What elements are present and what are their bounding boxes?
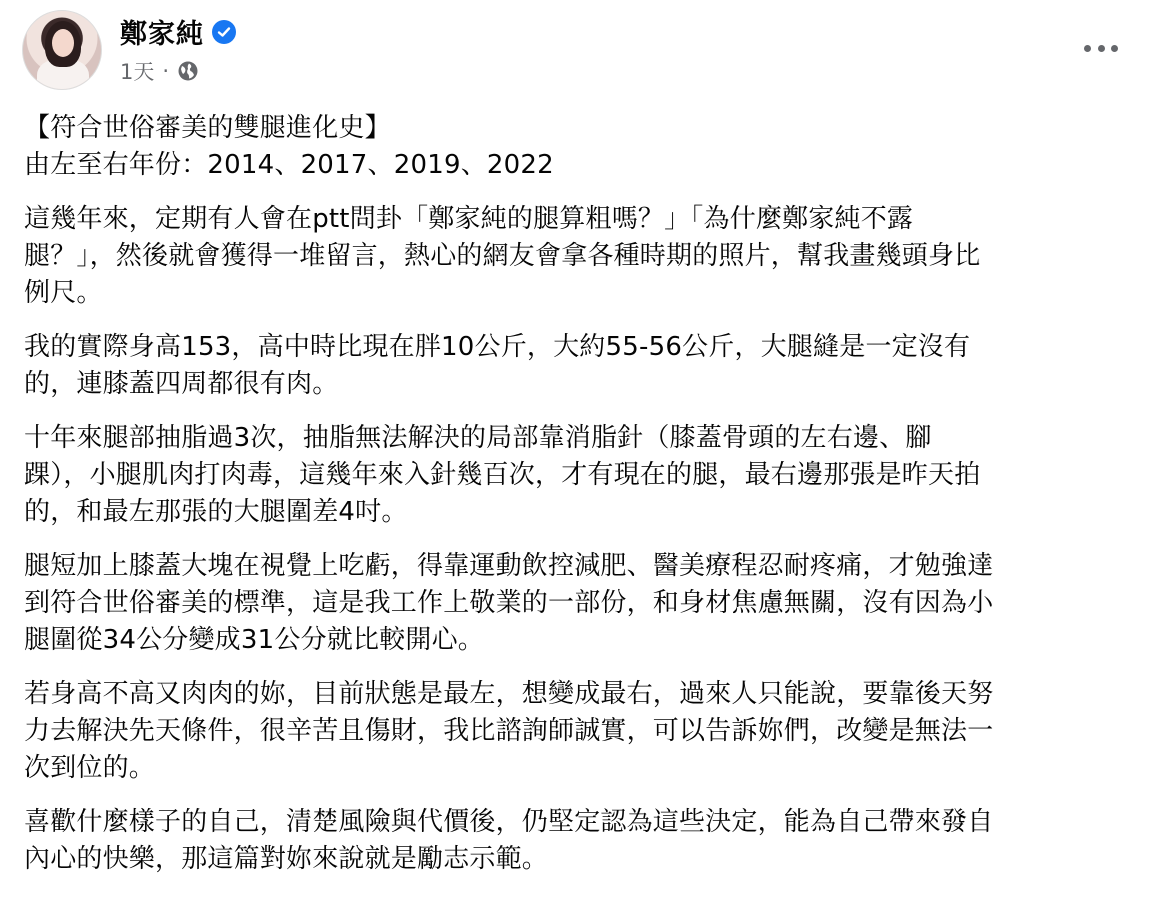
post-paragraph: 【符合世俗審美的雙腿進化史】 由左至右年份：2014、2017、2019、2022 <box>24 113 554 180</box>
post-timestamp[interactable]: 1天 <box>120 60 155 84</box>
more-dot <box>1111 45 1118 52</box>
post-paragraph: 十年來腿部抽脂過3次，抽脂無法解決的局部靠消脂針（膝蓋骨頭的左右邊、腳 踝），小腿肌肉打肉毒，這幾年來入針幾百次，才有現在的腿，最右邊那張是昨天拍 的，和最左那張的大腿圍差4吋。 <box>24 423 981 527</box>
post-paragraph: 這幾年來，定期有人會在ptt問卦「鄭家純的腿算粗嗎？」「為什麼鄭家純不露 腿？」，然後就會獲得一堆留言，熱心的網友會拿各種時期的照片，幫我畫幾頭身比 例尺。 <box>24 204 981 308</box>
more-dot <box>1084 45 1091 52</box>
post-paragraph: 腿短加上膝蓋大塊在視覺上吃虧，得靠運動飲控減肥、醫美療程忍耐疼痛，才勉強達 到符合世俗審美的標準，這是我工作上敬業的一部份，和身材焦慮無關，沒有因為小 腿圍從34公分變成31公分就比較開心。 <box>24 551 994 655</box>
author-row <box>120 12 236 51</box>
post-header <box>22 10 1160 90</box>
more-dot <box>1098 45 1105 52</box>
post-meta <box>120 56 199 86</box>
avatar-figure-face <box>52 29 74 57</box>
meta-separator: · <box>162 59 170 83</box>
post-paragraph: 我的實際身高153，高中時比現在胖10公斤，大約55-56公斤，大腿縫是一定沒有 的，連膝蓋四周都很有肉。 <box>24 332 971 399</box>
post-paragraph: 若身高不高又肉肉的妳，目前狀態是最左，想變成最右，過來人只能說，要靠後天努 力去解決先天條件，很辛苦且傷財，我比諮詢師誠實，可以告訴妳們，改變是無法一 次到位的。 <box>24 679 994 783</box>
verified-badge-icon <box>212 20 236 44</box>
more-options-icon[interactable] <box>1084 40 1118 56</box>
post-paragraph: 喜歡什麼樣子的自己，清楚風險與代價後，仍堅定認為這些決定，能為自己帶來發自 內心的快樂，那這篇對妳來說就是勵志示範。 <box>24 807 994 874</box>
author-name[interactable]: 鄭家純 <box>120 19 204 50</box>
post-body <box>24 110 1136 895</box>
globe-icon[interactable] <box>177 60 199 82</box>
author-avatar[interactable] <box>22 10 102 90</box>
